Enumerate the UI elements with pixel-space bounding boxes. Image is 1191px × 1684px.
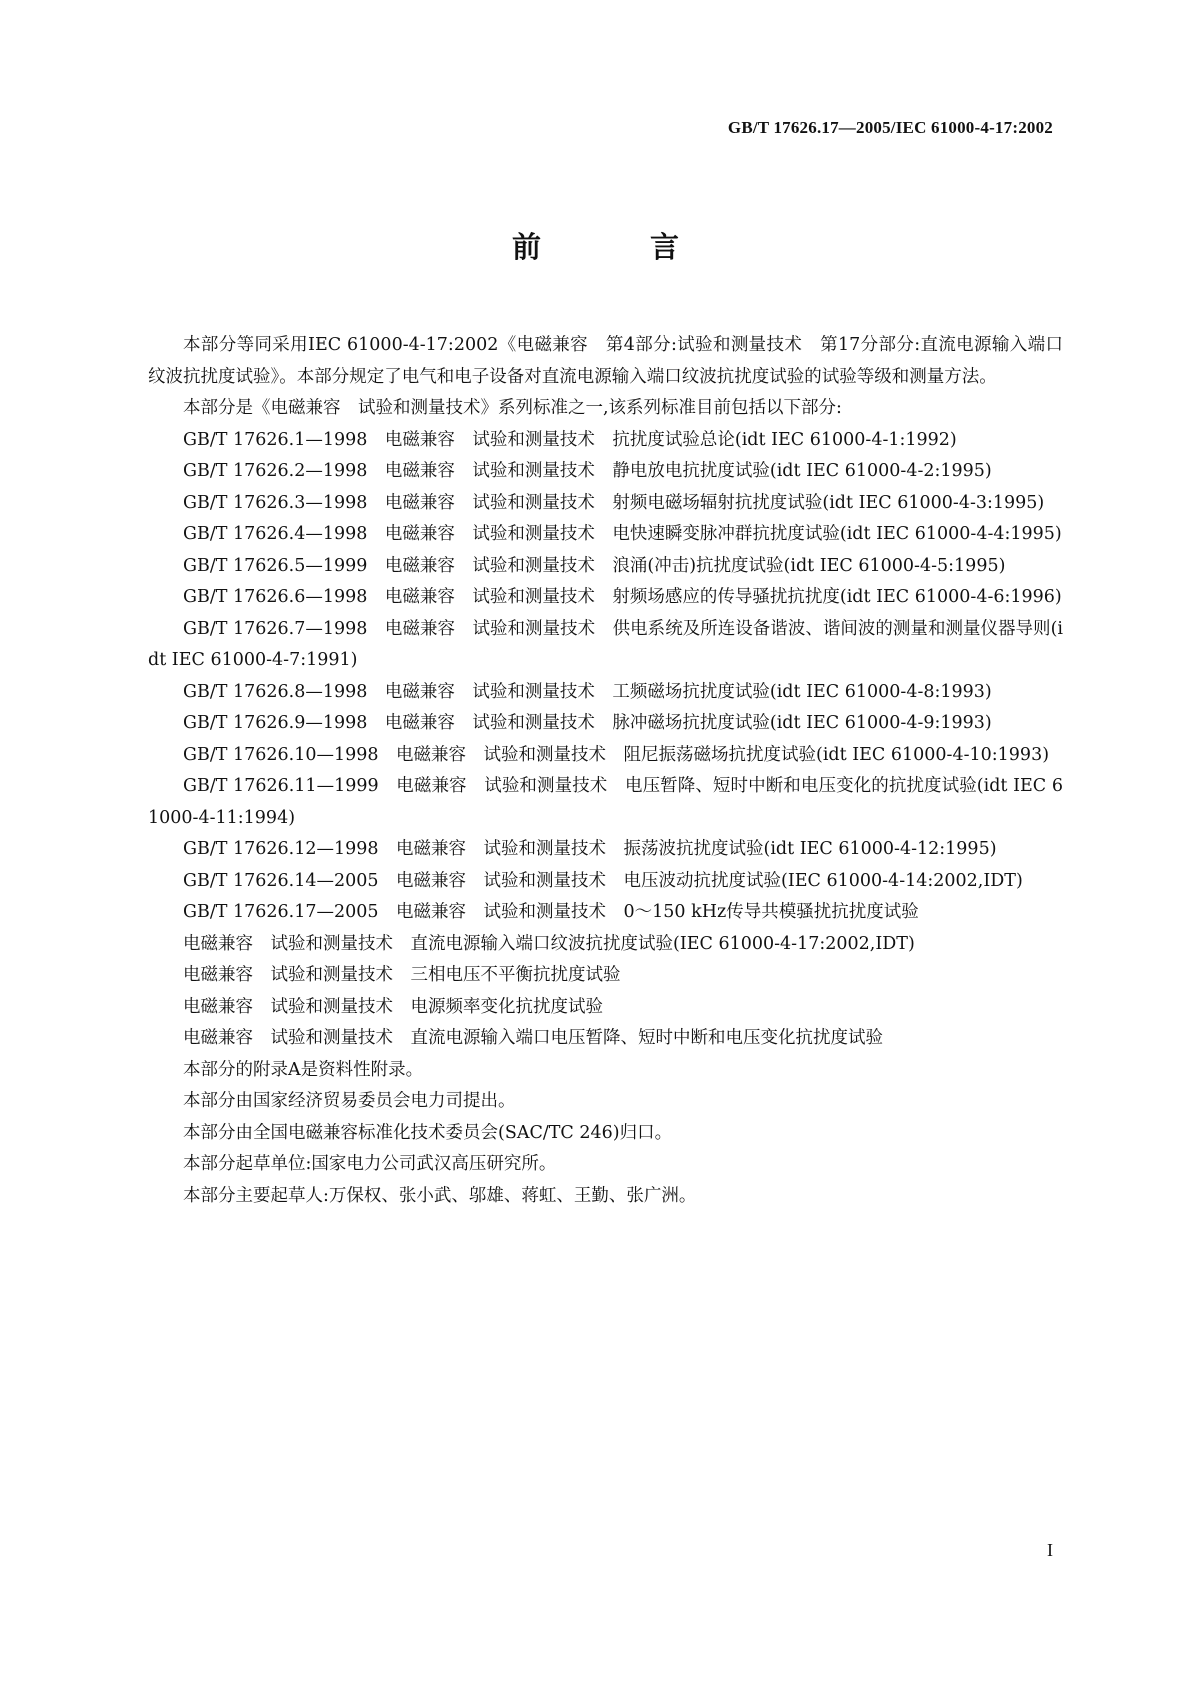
series-item: GB/T 17626.5—1999 电磁兼容 试验和测量技术 浪涌(冲击)抗扰度试验(idt IEC 61000-4-5:1995) (183, 555, 1006, 576)
series-item: 电磁兼容 试验和测量技术 电源频率变化抗扰度试验 (183, 996, 603, 1017)
paragraph-proposer: 本部分由国家经济贸易委员会电力司提出。 (183, 1091, 516, 1111)
series-item: GB/T 17626.2—1998 电磁兼容 试验和测量技术 静电放电抗扰度试验(idt IEC 61000-4-2:1995) (183, 461, 992, 481)
series-item: GB/T 17626.9—1998 电磁兼容 试验和测量技术 脉冲磁场抗扰度试验(idt IEC 61000-4-9:1993) (183, 713, 992, 733)
series-item: GB/T 17626.11—1999 电磁兼容 试验和测量技术 电压暂降、短时中断和电压变化的抗扰度试验(idt IEC 61000-4-11:1994) (148, 776, 1063, 828)
series-item: GB/T 17626.3—1998 电磁兼容 试验和测量技术 射频电磁场辐射抗扰度试验(idt IEC 61000-4-3:1995) (183, 492, 1045, 513)
foreword-body (148, 330, 1063, 1212)
series-item: GB/T 17626.1—1998 电磁兼容 试验和测量技术 抗扰度试验总论(idt IEC 61000-4-1:1992) (183, 429, 957, 450)
series-item: GB/T 17626.8—1998 电磁兼容 试验和测量技术 工频磁场抗扰度试验(idt IEC 61000-4-8:1993) (183, 681, 992, 702)
paragraph-annex-note: 本部分的附录A是资料性附录。 (183, 1059, 424, 1080)
series-item: GB/T 17626.6—1998 电磁兼容 试验和测量技术 射频场感应的传导骚扰抗扰度(idt IEC 61000-4-6:1996) (183, 587, 1062, 607)
series-item: 电磁兼容 试验和测量技术 直流电源输入端口纹波抗扰度试验(IEC 61000-4-17:2002,IDT) (183, 933, 915, 954)
series-item: GB/T 17626.17—2005 电磁兼容 试验和测量技术 0～150 kHz传导共模骚扰抗扰度试验 (183, 902, 919, 922)
page-number: I (1047, 1540, 1053, 1560)
series-item: GB/T 17626.7—1998 电磁兼容 试验和测量技术 供电系统及所连设备谐波、谐间波的测量和测量仪器导则(idt IEC 61000-4-7:1991) (148, 618, 1063, 670)
series-item: GB/T 17626.10—1998 电磁兼容 试验和测量技术 阻尼振荡磁场抗扰度试验(idt IEC 61000-4-10:1993) (183, 744, 1050, 765)
paragraph-series-intro: 本部分是《电磁兼容 试验和测量技术》系列标准之一,该系列标准目前包括以下部分: (183, 398, 842, 418)
series-item: GB/T 17626.4—1998 电磁兼容 试验和测量技术 电快速瞬变脉冲群抗扰度试验(idt IEC 61000-4-4:1995) (183, 524, 1062, 544)
paragraph-drafters: 本部分主要起草人:万保权、张小武、邬雄、蒋虹、王勤、张广洲。 (183, 1185, 697, 1206)
series-item: GB/T 17626.12—1998 电磁兼容 试验和测量技术 振荡波抗扰度试验(idt IEC 61000-4-12:1995) (183, 839, 997, 859)
paragraph-committee: 本部分由全国电磁兼容标准化技术委员会(SAC/TC 246)归口。 (183, 1122, 673, 1143)
standard-code-header: GB/T 17626.17—2005/IEC 61000-4-17:2002 (727, 118, 1053, 137)
paragraph-intro: 本部分等同采用IEC 61000-4-17:2002《电磁兼容 第4部分:试验和测量技术 第17分部分:直流电源输入端口纹波抗扰度试验》。本部分规定了电气和电子设备对直流电源输入端口纹波抗扰度试验的试验等级和测量方法。 (148, 335, 1063, 387)
series-item: 电磁兼容 试验和测量技术 三相电压不平衡抗扰度试验 (183, 965, 621, 985)
page-title: 前 言 (511, 230, 719, 264)
series-item: GB/T 17626.14—2005 电磁兼容 试验和测量技术 电压波动抗扰度试验(IEC 61000-4-14:2002,IDT) (183, 870, 1023, 891)
series-item: 电磁兼容 试验和测量技术 直流电源输入端口电压暂降、短时中断和电压变化抗扰度试验 (183, 1028, 883, 1048)
paragraph-drafting-unit: 本部分起草单位:国家电力公司武汉高压研究所。 (183, 1154, 557, 1174)
